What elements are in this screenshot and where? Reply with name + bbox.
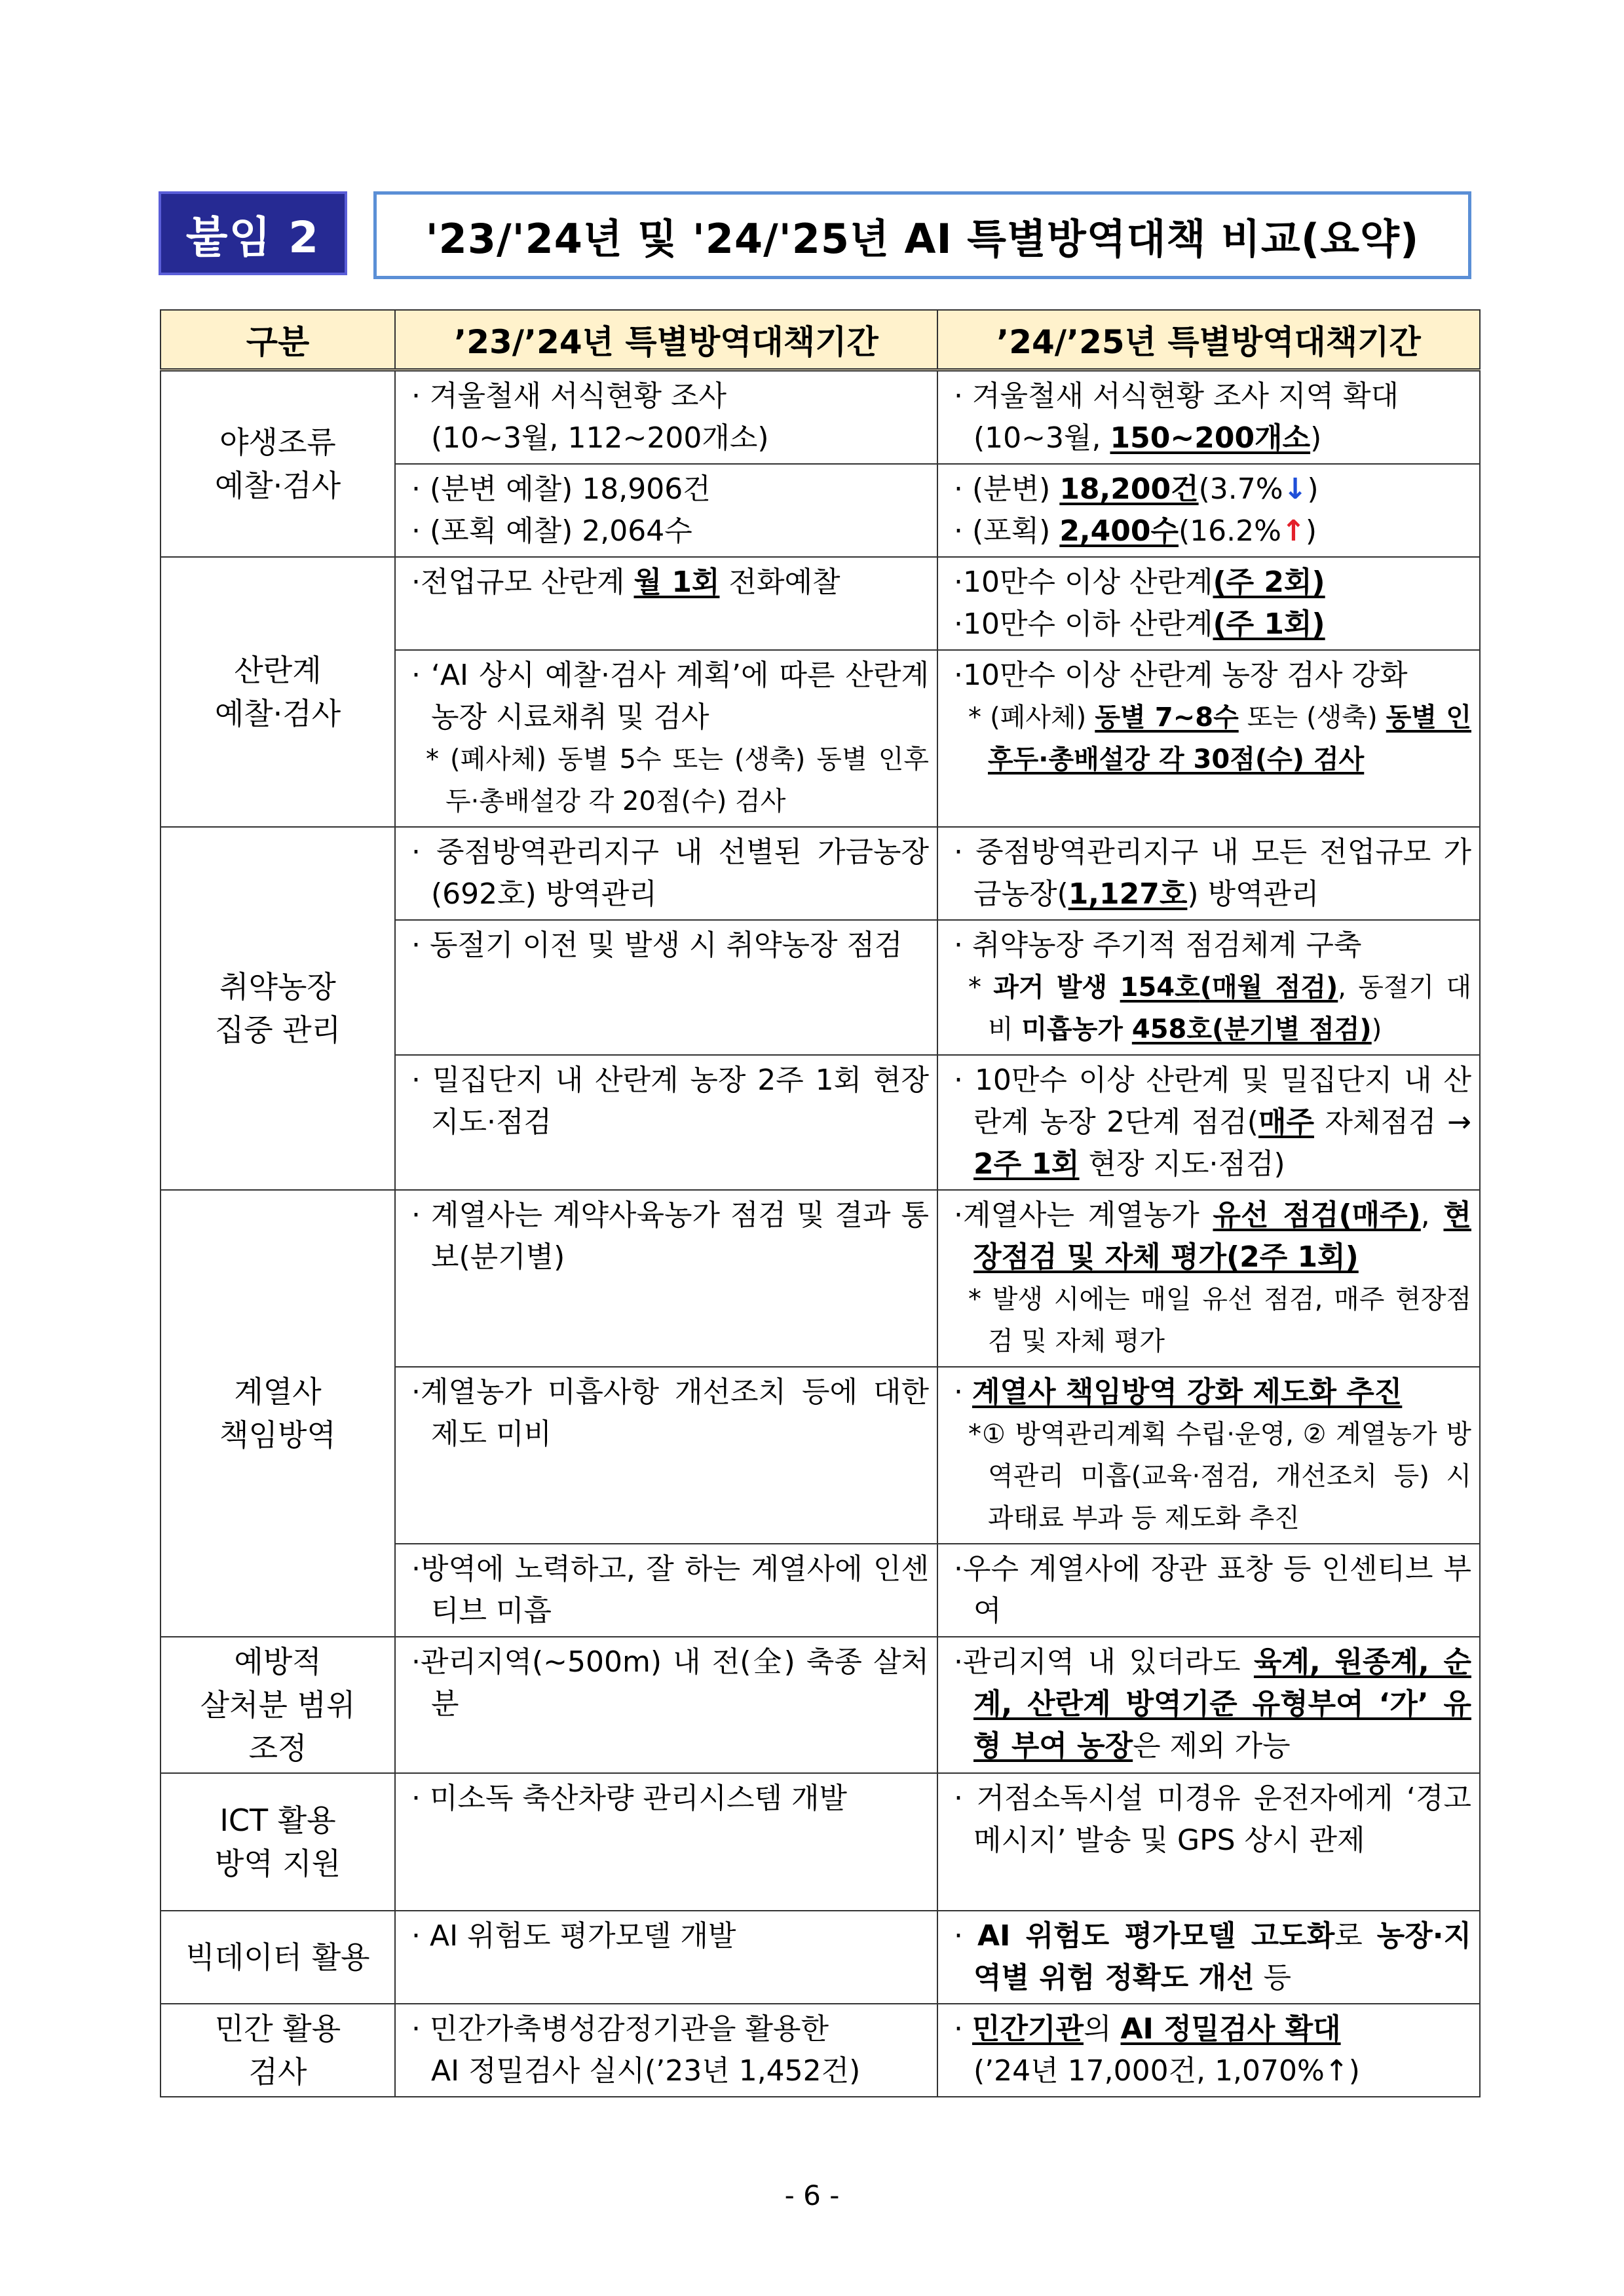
cell-new: · 계열사 책임방역 강화 제도화 추진 *① 방역관리계획 수립·운영, ② 계열농가 방역관리 미흡(교육·점검, 개선조치 등) 시 과태료 부과 등 제도화 추진: [937, 1367, 1480, 1544]
category-preventive: 예방적 살처분 범위 조정: [161, 1637, 395, 1773]
cell-old: ·전업규모 산란계 월 1회 전화예찰: [395, 557, 937, 650]
category-poultry: 산란계 예찰·검사: [161, 557, 395, 827]
header-category: 구분: [161, 310, 395, 370]
cell-new: ·계열사는 계열농가 유선 점검(매주), 현장점검 및 자체 평가(2주 1회) * 발생 시에는 매일 유선 점검, 매주 현장점검 및 자체 평가: [937, 1190, 1480, 1367]
cell-old: · 중점방역관리지구 내 선별된 가금농장(692호) 방역관리: [395, 827, 937, 920]
attachment-badge: 붙임 2: [159, 191, 347, 275]
table-row: [161, 2004, 1480, 2097]
cell-old: · 겨울철새 서식현황 조사 (10~3월, 112~200개소): [395, 370, 937, 465]
table-row: [161, 1911, 1480, 2004]
page-title: '23/'24년 및 '24/'25년 AI 특별방역대책 비교(요약): [373, 191, 1471, 279]
table-header-row: [161, 310, 1480, 370]
page-number: - 6 -: [784, 2179, 840, 2211]
cell-old: ·관리지역(~500m) 내 전(全) 축종 살처분: [395, 1637, 937, 1773]
cell-new: · 겨울철새 서식현황 조사 지역 확대 (10~3월, 150~200개소): [937, 370, 1480, 465]
cell-old: · 밀집단지 내 산란계 농장 2주 1회 현장 지도·점검: [395, 1055, 937, 1190]
cell-old: · 동절기 이전 및 발생 시 취약농장 점검: [395, 920, 937, 1055]
table-row: [161, 1190, 1480, 1367]
cell-old: · AI 위험도 평가모델 개발: [395, 1911, 937, 2004]
arrow-down-icon: ↓: [1283, 472, 1308, 506]
category-integrator: 계열사 책임방역: [161, 1190, 395, 1637]
table-row: [161, 1773, 1480, 1911]
arrow-up-icon: ↑: [1281, 514, 1306, 548]
cell-old: · ‘AI 상시 예찰·검사 계획’에 따른 산란계 농장 시료채취 및 검사 * (폐사체) 동별 5수 또는 (생축) 동별 인후두·총배설강 각 20점(수) 검사: [395, 650, 937, 827]
comparison-table: [160, 309, 1481, 2097]
cell-old: · 계열사는 계약사육농가 점검 및 결과 통보(분기별): [395, 1190, 937, 1367]
cell-old: · (분변 예찰) 18,906건 · (포획 예찰) 2,064수: [395, 464, 937, 557]
header-2023: ’23/’24년 특별방역대책기간: [395, 310, 937, 370]
cell-old: ·계열농가 미흡사항 개선조치 등에 대한 제도 미비: [395, 1367, 937, 1544]
table-row: [161, 827, 1480, 920]
cell-old: · 미소독 축산차량 관리시스템 개발: [395, 1773, 937, 1911]
cell-new: ·10만수 이상 산란계 농장 검사 강화 * (폐사체) 동별 7~8수 또는 (생축) 동별 인후두·총배설강 각 30점(수) 검사: [937, 650, 1480, 827]
cell-new: · 10만수 이상 산란계 및 밀집단지 내 산란계 농장 2단계 점검(매주 자체점검 → 2주 1회 현장 지도·점검): [937, 1055, 1480, 1190]
cell-old: · 민간가축병성감정기관을 활용한 AI 정밀검사 실시(’23년 1,452건): [395, 2004, 937, 2097]
cell-new: · 민간기관의 AI 정밀검사 확대 (’24년 17,000건, 1,070%↑): [937, 2004, 1480, 2097]
header-2024: ’24/’25년 특별방역대책기간: [937, 310, 1480, 370]
category-bigdata: 빅데이터 활용: [161, 1911, 395, 2004]
category-vulnerable: 취약농장 집중 관리: [161, 827, 395, 1190]
cell-new: · AI 위험도 평가모델 고도화로 농장·지역별 위험 정확도 개선 등: [937, 1911, 1480, 2004]
cell-new: · 거점소독시설 미경유 운전자에게 ‘경고메시지’ 발송 및 GPS 상시 관제: [937, 1773, 1480, 1911]
table-row: [161, 557, 1480, 650]
table-row: [161, 370, 1480, 465]
cell-old: ·방역에 노력하고, 잘 하는 계열사에 인센티브 미흡: [395, 1544, 937, 1637]
cell-new: ·우수 계열사에 장관 표창 등 인센티브 부여: [937, 1544, 1480, 1637]
cell-new: ·10만수 이상 산란계(주 2회) ·10만수 이하 산란계(주 1회): [937, 557, 1480, 650]
cell-new: · 중점방역관리지구 내 모든 전업규모 가금농장(1,127호) 방역관리: [937, 827, 1480, 920]
cell-new: · 취약농장 주기적 점검체계 구축 * 과거 발생 154호(매월 점검), 동절기 대비 미흡농가 458호(분기별 점검)): [937, 920, 1480, 1055]
cell-new: · (분변) 18,200건(3.7%↓) · (포획) 2,400수(16.2%↑): [937, 464, 1480, 557]
table-row: [161, 1637, 1480, 1773]
cell-new: ·관리지역 내 있더라도 육계, 원종계, 순계, 산란계 방역기준 유형부여 ‘가’ 유형 부여 농장은 제외 가능: [937, 1637, 1480, 1773]
category-ict: ICT 활용 방역 지원: [161, 1773, 395, 1911]
category-wild-bird: 야생조류 예찰·검사: [161, 370, 395, 558]
category-private: 민간 활용 검사: [161, 2004, 395, 2097]
